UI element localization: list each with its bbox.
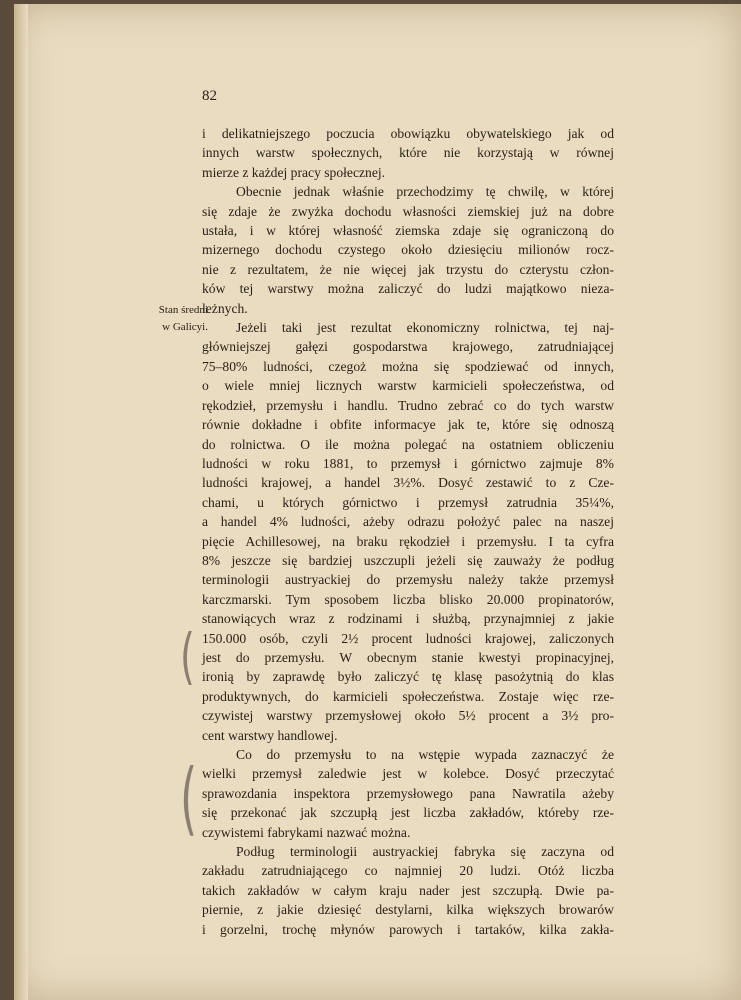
text-line: ustała, i w której własność ziemska zdaje się ograniczoną do — [202, 223, 614, 239]
text-line: się zdaje że zwyżka dochodu własności ziemskiej już na dobre — [202, 203, 614, 219]
text-line: 8% jeszcze się bardziej uszczupli jeżeli się zauważy że podług — [202, 552, 614, 568]
text-line: leżnych. — [202, 300, 248, 316]
text-line: pięcie Achillesowej, na braku rękodzieł i przemysłu. I ta cyfra — [202, 533, 614, 549]
text-line: jest do przemysłu. W obecnym stanie kwestyi propinacyjnej, — [202, 649, 614, 665]
page-number: 82 — [202, 88, 217, 104]
text-line: się przekonać jak szczupłą jest liczba zakładów, któreby rze- — [202, 805, 614, 821]
text-line: piernie, z jakie dziesięć destylarni, kilka większych browarów — [202, 902, 614, 918]
text-line: 150.000 osób, czyli 2½ procent ludności krajowej, zaliczonych — [202, 630, 614, 646]
text-line: i delikatniejszego poczucia obowiązku obywatelskiego jak od — [202, 126, 614, 141]
text-line: Co do przemysłu to na wstępie wypada zaznaczyć że — [236, 747, 614, 762]
text-line: i gorzelni, trochę młynów parowych i tartaków, kilka zakła- — [202, 921, 614, 937]
text-line: ironią by zaprawdę było zaliczyć tę klasę pasożytnią do klas — [202, 669, 614, 685]
text-line: zakładu zatrudniającego co najmniej 20 ludzi. Otóż liczba — [202, 863, 614, 879]
text-line: chami, u których górnictwo i przemysł zatrudnia 35¼%, — [202, 494, 614, 510]
text-line: a handel 4% ludności, ażeby odrazu położyć palec na naszej — [202, 514, 614, 530]
text-line: ków tej warstwy można zaliczyć do ludzi majątkowo nieza- — [202, 281, 614, 297]
text-line: do rolnictwa. O ile można polegać na ostatniem obliczeniu — [202, 436, 614, 452]
text-line: terminologii austryackiej do przemysłu należy także przemysł — [202, 572, 614, 588]
pencil-bracket-mark: ( — [180, 620, 195, 692]
book-page — [14, 4, 741, 1000]
text-line: takich zakładów w całym kraju nader jest szczupłą. Dwie pa- — [202, 882, 614, 898]
text-line: równie dokładne i obfite informacye jak te, które się odnoszą — [202, 417, 614, 433]
text-line: Podług terminologii austryackiej fabryka się zaczyna od — [236, 844, 614, 860]
text-line: wielki przemysł zaledwie jest w kolebce. Dosyć przeczytać — [202, 766, 614, 782]
text-line: ludności krajowej, a handel 3½%. Dosyć zestawić to z Cze- — [202, 475, 614, 491]
text-line: stanowiących wraz z rodzinami i służbą, przynajmniej z jakie — [202, 611, 614, 627]
text-line: czywistemi fabrykami nazwać można. — [202, 824, 411, 840]
text-line: główniejszej gałęzi gospodarstwa krajowego, zatrudniającej — [202, 339, 614, 355]
text-line: mierze z każdej pracy społecznej. — [202, 164, 386, 180]
text-line: innych warstw społecznych, które nie korzystają w równej — [202, 145, 614, 161]
margin-note-line: w Galicyi. — [162, 321, 208, 333]
text-line: ludności w roku 1881, to przemysł i górnictwo zajmuje 8% — [202, 455, 614, 471]
body-text — [202, 124, 614, 939]
text-line: cent warstwy handlowej. — [202, 727, 338, 743]
text-line: produktywnych, do karmicieli społeczeństwa. Zostaje więc rze- — [202, 688, 614, 704]
text-line: nie z rezultatem, że nie więcej jak trzystu do czterystu człon- — [202, 261, 614, 277]
text-line: 75–80% ludności, czegoż można się spodziewać od innych, — [202, 358, 614, 374]
text-line: Jeżeli taki jest rezultat ekonomiczny rolnictwa, tej naj- — [236, 320, 614, 336]
text-line: rękodzieł, przemysłu i handlu. Trudno zebrać co do tych warstw — [202, 397, 614, 413]
text-line: mizernego dochodu czystego około dziesięciu milionów rocz- — [202, 242, 614, 258]
margin-note-line: Stan średni — [158, 304, 208, 316]
margin-note — [134, 302, 208, 336]
text-line: czywistej warstwy przemysłowej około 5½ procent a 3½ pro- — [202, 708, 614, 724]
text-line: Obecnie jednak właśnie przechodzimy tę chwilę, w której — [236, 184, 614, 200]
text-line: karczmarski. Tym sposobem liczba blisko 20.000 propinatorów, — [202, 591, 614, 607]
text-line: o wiele mniej licznych warstw karmicieli społeczeństwa, od — [202, 378, 614, 394]
pencil-bracket-mark: ( — [180, 753, 198, 846]
text-line: sprawozdania inspektora przemysłowego pana Nawratila ażeby — [202, 785, 614, 801]
